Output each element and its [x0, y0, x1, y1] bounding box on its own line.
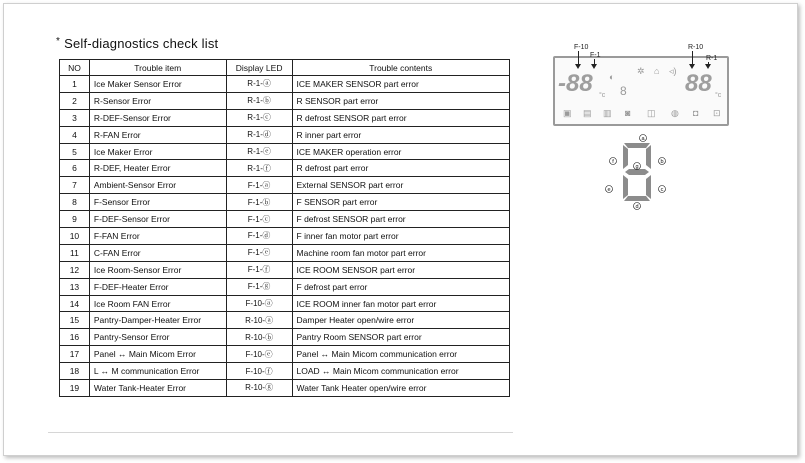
page-title	[56, 36, 218, 51]
row-display-led: F-1-ⓕ	[226, 261, 292, 278]
row-no: 3	[60, 109, 90, 126]
segment-label-b: b	[660, 159, 664, 165]
arrow-r10-line	[692, 51, 693, 65]
water-icon: ◍	[671, 108, 679, 118]
title-mark: *	[56, 36, 61, 47]
row-display-led: F-10-ⓕ	[226, 363, 292, 380]
row-display-led: F-1-ⓖ	[226, 278, 292, 295]
segment-c-shape	[646, 175, 651, 199]
ice-icon: ◫	[647, 108, 656, 118]
row-no: 6	[60, 160, 90, 177]
row-trouble-item: R-DEF, Heater Error	[89, 160, 226, 177]
row-trouble-item: Ice Room-Sensor Error	[89, 261, 226, 278]
table-header-row	[60, 60, 510, 76]
row-no: 7	[60, 177, 90, 194]
label-r10: R-10	[688, 44, 704, 51]
row-display-led: F-1-ⓔ	[226, 244, 292, 261]
light-icon: ✲	[637, 66, 645, 76]
row-trouble-contents: Panel ↔ Main Micom communication error	[292, 346, 509, 363]
row-no: 15	[60, 312, 90, 329]
filter-icon: ◘	[693, 108, 699, 118]
table-row	[60, 160, 510, 177]
row-trouble-item: F-FAN Error	[89, 228, 226, 245]
row-trouble-contents: F defrost SENSOR part error	[292, 211, 509, 228]
row-display-led: F-1-ⓒ	[226, 211, 292, 228]
row-no: 10	[60, 228, 90, 245]
right-temp-display: 88	[685, 70, 712, 97]
row-trouble-contents: External SENSOR part error	[292, 177, 509, 194]
row-display-led: R-1-ⓕ	[226, 160, 292, 177]
child-lock-icon: ⊡	[713, 108, 721, 118]
table-row	[60, 211, 510, 228]
header-trouble-item: Trouble item	[89, 60, 226, 76]
dispenser-icon-1: ▣	[563, 108, 572, 118]
arrow-r10-head	[689, 64, 695, 69]
row-trouble-item: Ice Maker Sensor Error	[89, 76, 226, 93]
table-row	[60, 363, 510, 380]
row-no: 9	[60, 211, 90, 228]
arrow-f1-head	[591, 64, 597, 69]
header-display-led: Display LED	[226, 60, 292, 76]
row-no: 5	[60, 143, 90, 160]
table-row	[60, 194, 510, 211]
arrow-f10-head	[575, 64, 581, 69]
table-row	[60, 329, 510, 346]
left-temp-display: -88	[558, 70, 593, 97]
table-row	[60, 295, 510, 312]
row-trouble-item: Pantry-Sensor Error	[89, 329, 226, 346]
segment-a-shape	[624, 143, 650, 148]
row-trouble-contents: F defrost part error	[292, 278, 509, 295]
row-trouble-item: Pantry-Damper-Heater Error	[89, 312, 226, 329]
label-f1: F-1	[590, 52, 601, 59]
row-display-led: F-1-ⓐ	[226, 177, 292, 194]
center-digit-icon: 8	[620, 84, 627, 98]
row-trouble-contents: LOAD ↔ Main Micom communication error	[292, 363, 509, 380]
table-row	[60, 312, 510, 329]
table-row	[60, 244, 510, 261]
segment-shapes	[623, 143, 651, 201]
segment-label-e: e	[607, 187, 611, 193]
right-unit: °c	[715, 92, 722, 99]
row-display-led: R-1-ⓑ	[226, 92, 292, 109]
row-no: 16	[60, 329, 90, 346]
row-trouble-item: R-Sensor Error	[89, 92, 226, 109]
row-trouble-contents: Damper Heater open/wire error	[292, 312, 509, 329]
arrow-f10-line	[578, 51, 579, 65]
row-trouble-item: L ↔ M communication Error	[89, 363, 226, 380]
row-trouble-contents: F inner fan motor part error	[292, 228, 509, 245]
segment-d-shape	[624, 196, 650, 201]
row-trouble-contents: R defrost SENSOR part error	[292, 109, 509, 126]
fridge-mode-icon: ◐	[609, 72, 615, 82]
row-trouble-item: F-DEF-Heater Error	[89, 278, 226, 295]
segment-e-shape	[623, 175, 628, 199]
table-row	[60, 228, 510, 245]
segment-f-shape	[623, 145, 628, 169]
row-trouble-item: Ice Maker Error	[89, 143, 226, 160]
segment-b-shape	[646, 145, 651, 169]
row-trouble-item: F-Sensor Error	[89, 194, 226, 211]
header-trouble-contents: Trouble contents	[292, 60, 509, 76]
diagnostics-table	[59, 59, 510, 397]
title-text: Self-diagnostics check list	[64, 36, 219, 51]
table-row	[60, 261, 510, 278]
row-no: 19	[60, 380, 90, 397]
header-no: NO	[60, 60, 90, 76]
segment-label-g: g	[635, 164, 639, 170]
segment-label-a: a	[641, 136, 645, 142]
row-display-led: R-10-ⓖ	[226, 380, 292, 397]
row-no: 2	[60, 92, 90, 109]
arrow-r1-head	[705, 64, 711, 69]
row-trouble-contents: Water Tank Heater open/wire error	[292, 380, 509, 397]
row-trouble-contents: Machine room fan motor part error	[292, 244, 509, 261]
label-f10: F-10	[574, 44, 589, 51]
row-trouble-item: Ambient-Sensor Error	[89, 177, 226, 194]
row-trouble-contents: ICE ROOM inner fan motor part error	[292, 295, 509, 312]
row-display-led: R-1-ⓒ	[226, 109, 292, 126]
table-row	[60, 76, 510, 93]
row-display-led: R-1-ⓐ	[226, 76, 292, 93]
table-row	[60, 278, 510, 295]
table-row	[60, 126, 510, 143]
row-display-led: F-10-ⓐ	[226, 295, 292, 312]
table-row	[60, 143, 510, 160]
row-display-led: F-1-ⓑ	[226, 194, 292, 211]
table-row	[60, 177, 510, 194]
row-trouble-contents: ICE ROOM SENSOR part error	[292, 261, 509, 278]
label-r1: R-1	[706, 55, 718, 62]
row-display-led: F-10-ⓔ	[226, 346, 292, 363]
row-trouble-item: Water Tank-Heater Error	[89, 380, 226, 397]
row-no: 4	[60, 126, 90, 143]
dispenser-icon-2: ▤	[583, 108, 592, 118]
table-row	[60, 92, 510, 109]
row-trouble-item: Panel ↔ Main Micom Error	[89, 346, 226, 363]
seven-segment-diagram	[594, 133, 684, 213]
table-body	[60, 76, 510, 397]
row-trouble-contents: R inner part error	[292, 126, 509, 143]
row-no: 18	[60, 363, 90, 380]
row-trouble-item: C-FAN Error	[89, 244, 226, 261]
segment-label-c: c	[660, 187, 664, 193]
cup-icon: ◙	[625, 108, 631, 118]
row-display-led: R-10-ⓐ	[226, 312, 292, 329]
table-row	[60, 380, 510, 397]
row-trouble-contents: R defrost part error	[292, 160, 509, 177]
row-trouble-item: Ice Room FAN Error	[89, 295, 226, 312]
row-trouble-item: F-DEF-Sensor Error	[89, 211, 226, 228]
row-trouble-item: R-FAN Error	[89, 126, 226, 143]
row-display-led: R-1-ⓔ	[226, 143, 292, 160]
row-trouble-contents: R SENSOR part error	[292, 92, 509, 109]
row-no: 11	[60, 244, 90, 261]
row-trouble-contents: F SENSOR part error	[292, 194, 509, 211]
lock-icon: ⌂	[654, 66, 660, 76]
row-no: 12	[60, 261, 90, 278]
row-no: 8	[60, 194, 90, 211]
row-no: 17	[60, 346, 90, 363]
sound-icon: ◃)	[669, 66, 677, 76]
row-trouble-contents: Pantry Room SENSOR part error	[292, 329, 509, 346]
segment-label-f: f	[612, 159, 614, 165]
left-unit: °c	[599, 92, 606, 99]
row-no: 13	[60, 278, 90, 295]
row-trouble-item: R-DEF-Sensor Error	[89, 109, 226, 126]
dispenser-icon-3: ▥	[603, 108, 612, 118]
table-row	[60, 109, 510, 126]
row-display-led: R-10-ⓑ	[226, 329, 292, 346]
row-display-led: R-1-ⓓ	[226, 126, 292, 143]
row-no: 1	[60, 76, 90, 93]
divider-line	[48, 432, 513, 433]
row-trouble-contents: ICE MAKER SENSOR part error	[292, 76, 509, 93]
segment-label-d: d	[635, 204, 639, 210]
table-row	[60, 346, 510, 363]
row-trouble-contents: ICE MAKER operation error	[292, 143, 509, 160]
row-display-led: F-1-ⓓ	[226, 228, 292, 245]
row-no: 14	[60, 295, 90, 312]
